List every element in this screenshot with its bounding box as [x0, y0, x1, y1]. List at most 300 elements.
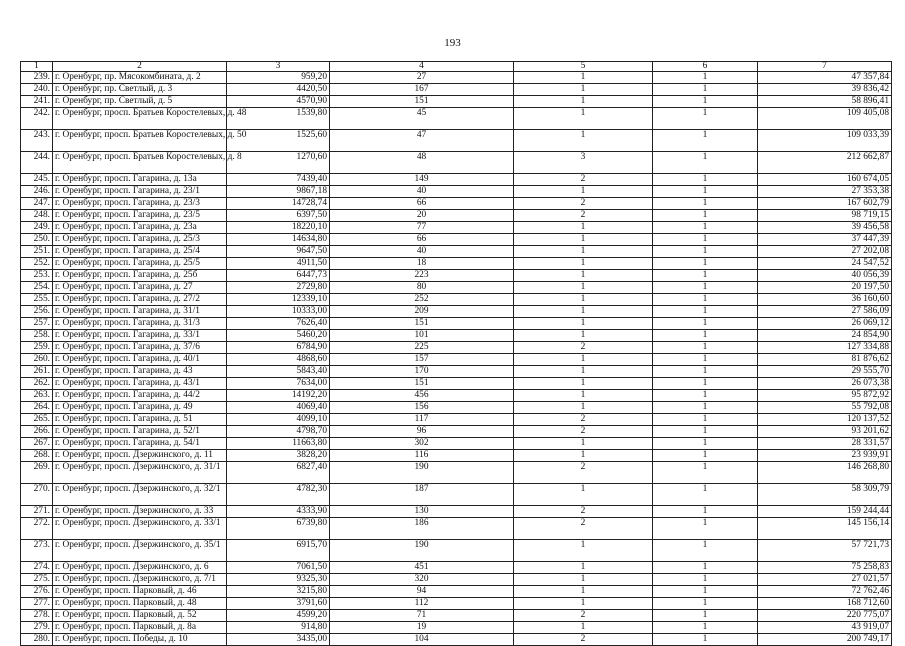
address-cell: г. Оренбург, просп. Гагарина, д. 25/5: [53, 258, 227, 270]
table-row: [21, 108, 892, 130]
table-row: [21, 152, 892, 174]
col6-cell: 1: [653, 174, 758, 186]
amount-cell: 27 353,38: [758, 186, 892, 198]
count-cell: 101: [330, 330, 514, 342]
table-row: [21, 282, 892, 294]
table-row: [21, 414, 892, 426]
table-row: [21, 306, 892, 318]
col6-cell: 1: [653, 540, 758, 562]
table-row: [21, 634, 892, 646]
col5-cell: 1: [514, 378, 653, 390]
address-cell: г. Оренбург, просп. Дзержинского, д. 7/1: [53, 574, 227, 586]
row-number: 242.: [21, 108, 53, 130]
amount-cell: 23 939,91: [758, 450, 892, 462]
column-header-7: 7: [758, 62, 892, 72]
area-cell: 4599,20: [227, 610, 330, 622]
count-cell: 151: [330, 96, 514, 108]
count-cell: 225: [330, 342, 514, 354]
table-row: [21, 622, 892, 634]
row-number: 256.: [21, 306, 53, 318]
col5-cell: 2: [514, 610, 653, 622]
area-cell: 4570,90: [227, 96, 330, 108]
address-cell: г. Оренбург, просп. Гагарина, д. 23а: [53, 222, 227, 234]
address-cell: г. Оренбург, просп. Братьев Коростелевых, д. 50: [53, 130, 227, 152]
area-cell: 7634,00: [227, 378, 330, 390]
count-cell: 112: [330, 598, 514, 610]
area-cell: 6915,70: [227, 540, 330, 562]
amount-cell: 75 258,83: [758, 562, 892, 574]
row-number: 260.: [21, 354, 53, 366]
amount-cell: 24 854,90: [758, 330, 892, 342]
row-number: 274.: [21, 562, 53, 574]
row-number: 257.: [21, 318, 53, 330]
table-row: [21, 438, 892, 450]
table-header: [21, 62, 892, 72]
address-cell: г. Оренбург, просп. Парковый, д. 8а: [53, 622, 227, 634]
table-row: [21, 330, 892, 342]
table-row: [21, 462, 892, 484]
address-cell: г. Оренбург, пр. Светлый, д. 5: [53, 96, 227, 108]
address-cell: г. Оренбург, просп. Гагарина, д. 31/3: [53, 318, 227, 330]
col5-cell: 1: [514, 130, 653, 152]
area-cell: 7439,40: [227, 174, 330, 186]
table-row: [21, 222, 892, 234]
amount-cell: 26 069,12: [758, 318, 892, 330]
area-cell: 6739,80: [227, 518, 330, 540]
col5-cell: 2: [514, 462, 653, 484]
table-row: [21, 270, 892, 282]
address-cell: г. Оренбург, пр. Мясокомбината, д. 2: [53, 72, 227, 84]
col6-cell: 1: [653, 282, 758, 294]
column-header-6: 6: [653, 62, 758, 72]
table-row: [21, 318, 892, 330]
count-cell: 18: [330, 258, 514, 270]
address-cell: г. Оренбург, просп. Гагарина, д. 25б: [53, 270, 227, 282]
count-cell: 170: [330, 366, 514, 378]
table-row: [21, 450, 892, 462]
row-number: 244.: [21, 152, 53, 174]
table-row: [21, 574, 892, 586]
col5-cell: 1: [514, 366, 653, 378]
amount-cell: 55 792,08: [758, 402, 892, 414]
col5-cell: 2: [514, 506, 653, 518]
amount-cell: 72 762,46: [758, 586, 892, 598]
col6-cell: 1: [653, 342, 758, 354]
col6-cell: 1: [653, 72, 758, 84]
address-cell: г. Оренбург, просп. Гагарина, д. 51: [53, 414, 227, 426]
col5-cell: 1: [514, 306, 653, 318]
row-number: 271.: [21, 506, 53, 518]
address-cell: г. Оренбург, просп. Гагарина, д. 52/1: [53, 426, 227, 438]
address-cell: г. Оренбург, просп. Гагарина, д. 23/5: [53, 210, 227, 222]
address-cell: г. Оренбург, просп. Парковый, д. 52: [53, 610, 227, 622]
area-cell: 5843,40: [227, 366, 330, 378]
count-cell: 252: [330, 294, 514, 306]
table-row: [21, 562, 892, 574]
amount-cell: 145 156,14: [758, 518, 892, 540]
table-row: [21, 246, 892, 258]
col6-cell: 1: [653, 84, 758, 96]
amount-cell: 109 405,08: [758, 108, 892, 130]
address-cell: г. Оренбург, просп. Гагарина, д. 25/3: [53, 234, 227, 246]
area-cell: 11663,80: [227, 438, 330, 450]
amount-cell: 58 309,79: [758, 484, 892, 506]
area-cell: 959,20: [227, 72, 330, 84]
col5-cell: 1: [514, 402, 653, 414]
area-cell: 3791,60: [227, 598, 330, 610]
col6-cell: 1: [653, 574, 758, 586]
count-cell: 167: [330, 84, 514, 96]
amount-cell: 93 201,62: [758, 426, 892, 438]
table-row: [21, 586, 892, 598]
address-cell: г. Оренбург, просп. Гагарина, д. 25/4: [53, 246, 227, 258]
count-cell: 71: [330, 610, 514, 622]
table-row: [21, 506, 892, 518]
count-cell: 40: [330, 246, 514, 258]
count-cell: 156: [330, 402, 514, 414]
area-cell: 14192,20: [227, 390, 330, 402]
row-number: 239.: [21, 72, 53, 84]
area-cell: 4868,60: [227, 354, 330, 366]
count-cell: 190: [330, 462, 514, 484]
table-row: [21, 84, 892, 96]
count-cell: 209: [330, 306, 514, 318]
area-cell: 7061,50: [227, 562, 330, 574]
table-row: [21, 210, 892, 222]
table-row: [21, 186, 892, 198]
col5-cell: 1: [514, 84, 653, 96]
row-number: 277.: [21, 598, 53, 610]
amount-cell: 28 331,57: [758, 438, 892, 450]
column-header-3: 3: [227, 62, 330, 72]
table-row: [21, 354, 892, 366]
row-number: 269.: [21, 462, 53, 484]
amount-cell: 160 674,05: [758, 174, 892, 186]
table-row: [21, 518, 892, 540]
amount-cell: 220 775,07: [758, 610, 892, 622]
col5-cell: 1: [514, 246, 653, 258]
col5-cell: 1: [514, 450, 653, 462]
count-cell: 151: [330, 378, 514, 390]
col6-cell: 1: [653, 598, 758, 610]
amount-cell: 27 021,57: [758, 574, 892, 586]
address-cell: г. Оренбург, просп. Братьев Коростелевых, д. 48: [53, 108, 227, 130]
table-row: [21, 174, 892, 186]
amount-cell: 58 896,41: [758, 96, 892, 108]
header-row: [21, 62, 892, 72]
address-cell: г. Оренбург, просп. Парковый, д. 48: [53, 598, 227, 610]
column-header-1: 1: [21, 62, 53, 72]
row-number: 240.: [21, 84, 53, 96]
col5-cell: 1: [514, 72, 653, 84]
amount-cell: 40 056,39: [758, 270, 892, 282]
table-row: [21, 366, 892, 378]
count-cell: 20: [330, 210, 514, 222]
col5-cell: 1: [514, 270, 653, 282]
amount-cell: 20 197,50: [758, 282, 892, 294]
amount-cell: 95 872,92: [758, 390, 892, 402]
row-number: 255.: [21, 294, 53, 306]
area-cell: 4069,40: [227, 402, 330, 414]
col6-cell: 1: [653, 270, 758, 282]
amount-cell: 200 749,17: [758, 634, 892, 646]
row-number: 253.: [21, 270, 53, 282]
amount-cell: 29 555,70: [758, 366, 892, 378]
row-number: 251.: [21, 246, 53, 258]
count-cell: 77: [330, 222, 514, 234]
col6-cell: 1: [653, 354, 758, 366]
amount-cell: 26 073,38: [758, 378, 892, 390]
col5-cell: 2: [514, 518, 653, 540]
col6-cell: 1: [653, 518, 758, 540]
address-cell: г. Оренбург, просп. Гагарина, д. 23/3: [53, 198, 227, 210]
amount-cell: 57 721,73: [758, 540, 892, 562]
table-row: [21, 426, 892, 438]
count-cell: 130: [330, 506, 514, 518]
table-row: [21, 294, 892, 306]
count-cell: 187: [330, 484, 514, 506]
col6-cell: 1: [653, 96, 758, 108]
row-number: 267.: [21, 438, 53, 450]
count-cell: 151: [330, 318, 514, 330]
column-header-2: 2: [53, 62, 227, 72]
col5-cell: 2: [514, 174, 653, 186]
col5-cell: 1: [514, 438, 653, 450]
table-body: [21, 72, 892, 646]
amount-cell: 127 334,88: [758, 342, 892, 354]
count-cell: 27: [330, 72, 514, 84]
amount-cell: 24 547,52: [758, 258, 892, 270]
count-cell: 456: [330, 390, 514, 402]
row-number: 273.: [21, 540, 53, 562]
col6-cell: 1: [653, 234, 758, 246]
area-cell: 18220,10: [227, 222, 330, 234]
area-cell: 3215,80: [227, 586, 330, 598]
table-row: [21, 540, 892, 562]
amount-cell: 168 712,60: [758, 598, 892, 610]
col5-cell: 2: [514, 426, 653, 438]
column-header-4: 4: [330, 62, 514, 72]
area-cell: 7626,40: [227, 318, 330, 330]
amount-cell: 146 268,80: [758, 462, 892, 484]
col6-cell: 1: [653, 378, 758, 390]
col6-cell: 1: [653, 484, 758, 506]
col5-cell: 1: [514, 258, 653, 270]
count-cell: 117: [330, 414, 514, 426]
table-row: [21, 72, 892, 84]
row-number: 268.: [21, 450, 53, 462]
area-cell: 3435,00: [227, 634, 330, 646]
area-cell: 4782,30: [227, 484, 330, 506]
address-cell: г. Оренбург, просп. Дзержинского, д. 11: [53, 450, 227, 462]
row-number: 276.: [21, 586, 53, 598]
count-cell: 223: [330, 270, 514, 282]
col5-cell: 1: [514, 540, 653, 562]
col6-cell: 1: [653, 152, 758, 174]
col6-cell: 1: [653, 210, 758, 222]
row-number: 262.: [21, 378, 53, 390]
count-cell: 66: [330, 198, 514, 210]
count-cell: 40: [330, 186, 514, 198]
address-cell: г. Оренбург, просп. Гагарина, д. 13а: [53, 174, 227, 186]
address-cell: г. Оренбург, просп. Гагарина, д. 31/1: [53, 306, 227, 318]
col6-cell: 1: [653, 506, 758, 518]
row-number: 241.: [21, 96, 53, 108]
area-cell: 14728,74: [227, 198, 330, 210]
address-cell: г. Оренбург, просп. Гагарина, д. 37/6: [53, 342, 227, 354]
area-cell: 12339,10: [227, 294, 330, 306]
col5-cell: 1: [514, 318, 653, 330]
row-number: 264.: [21, 402, 53, 414]
area-cell: 1525,60: [227, 130, 330, 152]
row-number: 266.: [21, 426, 53, 438]
col5-cell: 1: [514, 108, 653, 130]
area-cell: 1270,60: [227, 152, 330, 174]
table-row: [21, 234, 892, 246]
amount-cell: 159 244,44: [758, 506, 892, 518]
col5-cell: 2: [514, 198, 653, 210]
col5-cell: 2: [514, 342, 653, 354]
row-number: 272.: [21, 518, 53, 540]
count-cell: 116: [330, 450, 514, 462]
col5-cell: 1: [514, 222, 653, 234]
address-cell: г. Оренбург, просп. Дзержинского, д. 6: [53, 562, 227, 574]
col5-cell: 1: [514, 282, 653, 294]
col6-cell: 1: [653, 450, 758, 462]
area-cell: 6827,40: [227, 462, 330, 484]
row-number: 263.: [21, 390, 53, 402]
table-row: [21, 342, 892, 354]
col6-cell: 1: [653, 258, 758, 270]
col6-cell: 1: [653, 186, 758, 198]
address-cell: г. Оренбург, просп. Дзержинского, д. 31/1: [53, 462, 227, 484]
row-number: 246.: [21, 186, 53, 198]
count-cell: 104: [330, 634, 514, 646]
address-cell: г. Оренбург, просп. Гагарина, д. 33/1: [53, 330, 227, 342]
table-row: [21, 390, 892, 402]
col5-cell: 1: [514, 484, 653, 506]
address-cell: г. Оренбург, просп. Дзержинского, д. 32/1: [53, 484, 227, 506]
table-row: [21, 378, 892, 390]
col5-cell: 1: [514, 330, 653, 342]
col5-cell: 3: [514, 152, 653, 174]
col6-cell: 1: [653, 402, 758, 414]
amount-cell: 43 919,07: [758, 622, 892, 634]
area-cell: 4798,70: [227, 426, 330, 438]
amount-cell: 212 662,87: [758, 152, 892, 174]
table-row: [21, 402, 892, 414]
amount-cell: 120 137,52: [758, 414, 892, 426]
area-cell: 4911,50: [227, 258, 330, 270]
col6-cell: 1: [653, 462, 758, 484]
amount-cell: 47 357,84: [758, 72, 892, 84]
page-number: 193: [444, 37, 461, 49]
amount-cell: 98 719,15: [758, 210, 892, 222]
col6-cell: 1: [653, 318, 758, 330]
table-row: [21, 198, 892, 210]
col5-cell: 1: [514, 234, 653, 246]
row-number: 243.: [21, 130, 53, 152]
row-number: 258.: [21, 330, 53, 342]
col6-cell: 1: [653, 634, 758, 646]
table-row: [21, 610, 892, 622]
count-cell: 80: [330, 282, 514, 294]
row-number: 280.: [21, 634, 53, 646]
count-cell: 47: [330, 130, 514, 152]
col6-cell: 1: [653, 330, 758, 342]
col5-cell: 1: [514, 96, 653, 108]
table-row: [21, 258, 892, 270]
row-number: 270.: [21, 484, 53, 506]
table-row: [21, 598, 892, 610]
col6-cell: 1: [653, 130, 758, 152]
area-cell: 914,80: [227, 622, 330, 634]
column-header-5: 5: [514, 62, 653, 72]
col6-cell: 1: [653, 390, 758, 402]
amount-cell: 36 160,60: [758, 294, 892, 306]
col5-cell: 1: [514, 354, 653, 366]
address-cell: г. Оренбург, просп. Гагарина, д. 23/1: [53, 186, 227, 198]
address-cell: г. Оренбург, просп. Гагарина, д. 43/1: [53, 378, 227, 390]
col5-cell: 1: [514, 598, 653, 610]
col5-cell: 2: [514, 210, 653, 222]
col6-cell: 1: [653, 222, 758, 234]
address-cell: г. Оренбург, просп. Гагарина, д. 44/2: [53, 390, 227, 402]
table-row: [21, 484, 892, 506]
count-cell: 320: [330, 574, 514, 586]
col6-cell: 1: [653, 622, 758, 634]
area-cell: 9325,30: [227, 574, 330, 586]
address-cell: г. Оренбург, просп. Братьев Коростелевых, д. 8: [53, 152, 227, 174]
count-cell: 149: [330, 174, 514, 186]
area-cell: 10333,00: [227, 306, 330, 318]
area-cell: 6784,90: [227, 342, 330, 354]
address-cell: г. Оренбург, просп. Дзержинского, д. 33/1: [53, 518, 227, 540]
count-cell: 190: [330, 540, 514, 562]
col5-cell: 1: [514, 622, 653, 634]
amount-cell: 27 202,08: [758, 246, 892, 258]
amount-cell: 37 447,39: [758, 234, 892, 246]
col5-cell: 1: [514, 186, 653, 198]
address-cell: г. Оренбург, просп. Гагарина, д. 43: [53, 366, 227, 378]
address-cell: г. Оренбург, просп. Парковый, д. 46: [53, 586, 227, 598]
row-number: 278.: [21, 610, 53, 622]
col6-cell: 1: [653, 586, 758, 598]
row-number: 265.: [21, 414, 53, 426]
table-row: [21, 130, 892, 152]
table-row: [21, 96, 892, 108]
row-number: 261.: [21, 366, 53, 378]
count-cell: 302: [330, 438, 514, 450]
col6-cell: 1: [653, 426, 758, 438]
amount-cell: 39 456,58: [758, 222, 892, 234]
col5-cell: 1: [514, 390, 653, 402]
col6-cell: 1: [653, 438, 758, 450]
amount-cell: 109 033,39: [758, 130, 892, 152]
count-cell: 157: [330, 354, 514, 366]
address-cell: г. Оренбург, просп. Гагарина, д. 27: [53, 282, 227, 294]
count-cell: 186: [330, 518, 514, 540]
area-cell: 1539,80: [227, 108, 330, 130]
count-cell: 19: [330, 622, 514, 634]
area-cell: 4099,10: [227, 414, 330, 426]
col6-cell: 1: [653, 306, 758, 318]
col5-cell: 1: [514, 562, 653, 574]
area-cell: 9867,18: [227, 186, 330, 198]
address-cell: г. Оренбург, просп. Дзержинского, д. 33: [53, 506, 227, 518]
address-cell: г. Оренбург, просп. Победы, д. 10: [53, 634, 227, 646]
col6-cell: 1: [653, 108, 758, 130]
